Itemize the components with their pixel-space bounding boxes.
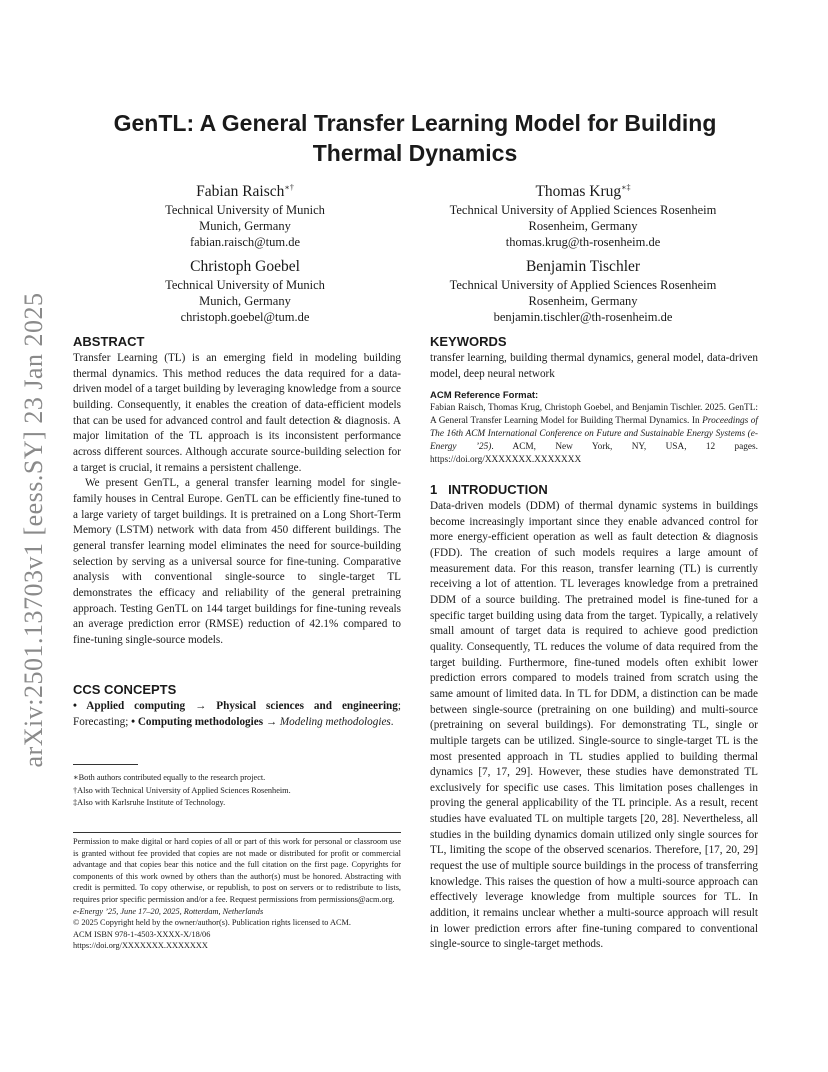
doi-link[interactable]: https://doi.org/XXXXXXX.XXXXXXX [73, 941, 208, 951]
author-name: Thomas Krug [535, 183, 622, 201]
footnote-rule [73, 764, 138, 765]
ccs-period: . [390, 715, 394, 728]
author-name: Benjamin Tischler [525, 258, 641, 275]
introduction-paragraph: Data-driven models (DDM) of thermal dynamic systems in buildings become increasingly important since they enable advanced control for more energy-efficient operation as well as fault detection & diagnosis (FDD). The creation of such models requires a large amount of measurement data. For this reason, transfer learning (TL) is currently receiving a lot of attention. TL leverages knowledge from a pretrained DDM of a source building. The pretrained model is fine-tuned for a specific target building using data from the target. Typically, a relatively small amount of target data is required to achieve good prediction quality. Consequently, TL reduces the volume of data required from the target building. Furthermore, fine-tuned models often exhibit lower prediction errors compared to models trained from scratch using the same amount of limited data. In TL for DDM, a distinction can be made between single-source (pretraining on one building) and multi-source (pretraining on several buildings). For demonstrating TL, single or multiple targets can be utilized. Single-source to single-target TL is the most presented approach in TL studies applied to building thermal dynamics [7, 17, 29]. However, these studies have demonstrated TL exclusively for specific use cases. This limitation poses challenges in proving the general applicability of the TL principle. As a result, recent studies have evaluated TL on multiple targets [20, 28]. Nevertheless, all studies in the building dynamics domain utilized only single sources for TL, limiting the scope of the observed scenarios. Therefore, [17, 20, 29] request the use of multiple source buildings in the process of transferring knowledge. This raises the question of how a multi-source approach can effectively leverage knowledge from multiple sources for TL. In addition, it remains unclear whether a multi-source approach will result in lower prediction errors after fine-tuning compared to conventional single-source to single-target methods. [430, 500, 758, 951]
acm-reference-part-2: . ACM, New York, NY, USA, 12 pages. https://doi.org/XXXXXXX.XXXXXXX [430, 442, 758, 465]
ccs-concept-1: • Applied computing → Physical sciences and engineering [73, 700, 398, 712]
author-email[interactable]: fabian.raisch@tum.de [189, 235, 301, 250]
author-marks: ∗‡ [621, 183, 631, 192]
acm-reference-text [430, 402, 758, 467]
permission-rule [73, 832, 401, 833]
acm-reference-heading: ACM Reference Format: [430, 390, 539, 401]
author-location: Rosenheim, Germany [528, 294, 638, 308]
author-block-2 [418, 178, 748, 250]
keywords-section [430, 333, 758, 382]
ccs-heading: CCS CONCEPTS [73, 682, 177, 697]
acm-reference-part-1: Fabian Raisch, Thomas Krug, Christoph Goebel, and Benjamin Tischler. 2025. GenTL: A General Transfer Learning Model for Building Thermal Dynamics. In [430, 403, 758, 426]
introduction-heading: 1 INTRODUCTION [430, 482, 548, 497]
footnote-2: †Also with Technical University of Applied Sciences Rosenheim. [73, 786, 291, 795]
paper-title: GenTL: A General Transfer Learning Model for Building Thermal Dynamics [113, 110, 717, 166]
keywords-heading: KEYWORDS [430, 334, 507, 349]
footnote-1: ∗Both authors contributed equally to the research project. [73, 773, 266, 782]
acm-reference-proceedings: Proceedings of The 16th ACM International Conference on Future and Sustainable Energy Systems (e-Energy ’25) [430, 416, 759, 452]
isbn-line: ACM ISBN 978-1-4503-XXXX-X/18/06 [73, 929, 211, 939]
abstract-heading: ABSTRACT [73, 334, 145, 349]
ccs-concept-1-rest: ; Forecasting; [73, 700, 401, 728]
arxiv-identifier: arXiv:2501.13703v1 [eess.SY] 23 Jan 2025 [19, 292, 48, 768]
author-location: Munich, Germany [199, 219, 291, 234]
ccs-section [73, 681, 401, 730]
author-block-4 [418, 257, 748, 325]
ccs-arrow: → [263, 715, 280, 728]
ccs-concepts-text [73, 699, 401, 730]
author-location: Munich, Germany [199, 294, 291, 308]
author-marks: ∗† [284, 183, 294, 192]
footnote-3: ‡Also with Karlsruhe Institute of Technology. [73, 798, 226, 807]
author-affiliation: Technical University of Applied Sciences Rosenheim [449, 203, 717, 218]
author-name: Fabian Raisch [196, 183, 285, 201]
author-email[interactable]: thomas.krug@th-rosenheim.de [505, 235, 661, 250]
abstract-section [73, 333, 401, 648]
ccs-concept-2-sub: Modeling methodologies [279, 715, 391, 728]
ccs-concept-2: • Computing methodologies [131, 715, 264, 728]
arxiv-stamp [14, 0, 54, 1072]
author-email[interactable]: christoph.goebel@tum.de [180, 310, 310, 324]
introduction-section [430, 481, 758, 953]
permission-notice: Permission to make digital or hard copies of all or part of this work for personal or classroom use is granted without fee provided that copies are not made or distributed for profit or commercial advantage and that copies bear this notice and the full citation on the first page. Copyrights for components of this work owned by others than the author(s) must be honored. Abstracting with credit is permitted. To copy otherwise, or republish, to post on servers or to redistribute to lists, requires prior specific permission and/or a fee. Request permissions from permissions@acm.org. [73, 837, 401, 904]
keywords-text: transfer learning, building thermal dynamics, general model, data-driven model, deep neural network [430, 352, 758, 380]
abstract-paragraph-1: Transfer Learning (TL) is an emerging field in modeling building thermal dynamics. This method reduces the data required for a data-driven model of a target building by leveraging knowledge from a source building. Consequently, it enables the creation of data-efficient models that can be used for advanced control and fault detection & diagnosis. A major limitation of the TL approach is its inconsistent performance across different sources. Although accurate source-building selection for a target is crucial, it remains a persistent challenge. [73, 352, 401, 474]
author-affiliation: Technical University of Applied Sciences Rosenheim [449, 278, 717, 292]
author-affiliation: Technical University of Munich [165, 203, 325, 218]
acm-reference-section [430, 389, 758, 467]
author-block-3 [80, 257, 410, 325]
author-location: Rosenheim, Germany [528, 219, 638, 234]
author-email[interactable]: benjamin.tischler@th-rosenheim.de [493, 310, 673, 324]
permission-block [73, 836, 401, 952]
copyright-line: © 2025 Copyright held by the owner/author(s). Publication rights licensed to ACM. [73, 918, 351, 928]
author-block-1 [80, 178, 410, 250]
abstract-paragraph-2: We present GenTL, a general transfer learning model for single-family houses in Central Europe. GenTL can be efficiently fine-tuned to a large variety of target buildings. It is pretrained on a Long Short-Term Memory (LSTM) network with data from 450 different buildings. The general transfer learning model eliminates the need for source-building selection by serving as a universal source for fine-tuning. Comparative analysis with conventional single-source to single-target TL demonstrates the efficacy and reliability of the general pretraining approach. Testing GenTL on 144 target buildings for fine-tuning reveals an average prediction error (RMSE) reduction of 42.1% compared to fine-tuning single-source models. [73, 477, 401, 646]
author-name: Christoph Goebel [190, 258, 300, 275]
venue-line: e-Energy ’25, June 17–20, 2025, Rotterdam, Netherlands [73, 906, 264, 916]
author-affiliation: Technical University of Munich [165, 278, 325, 292]
